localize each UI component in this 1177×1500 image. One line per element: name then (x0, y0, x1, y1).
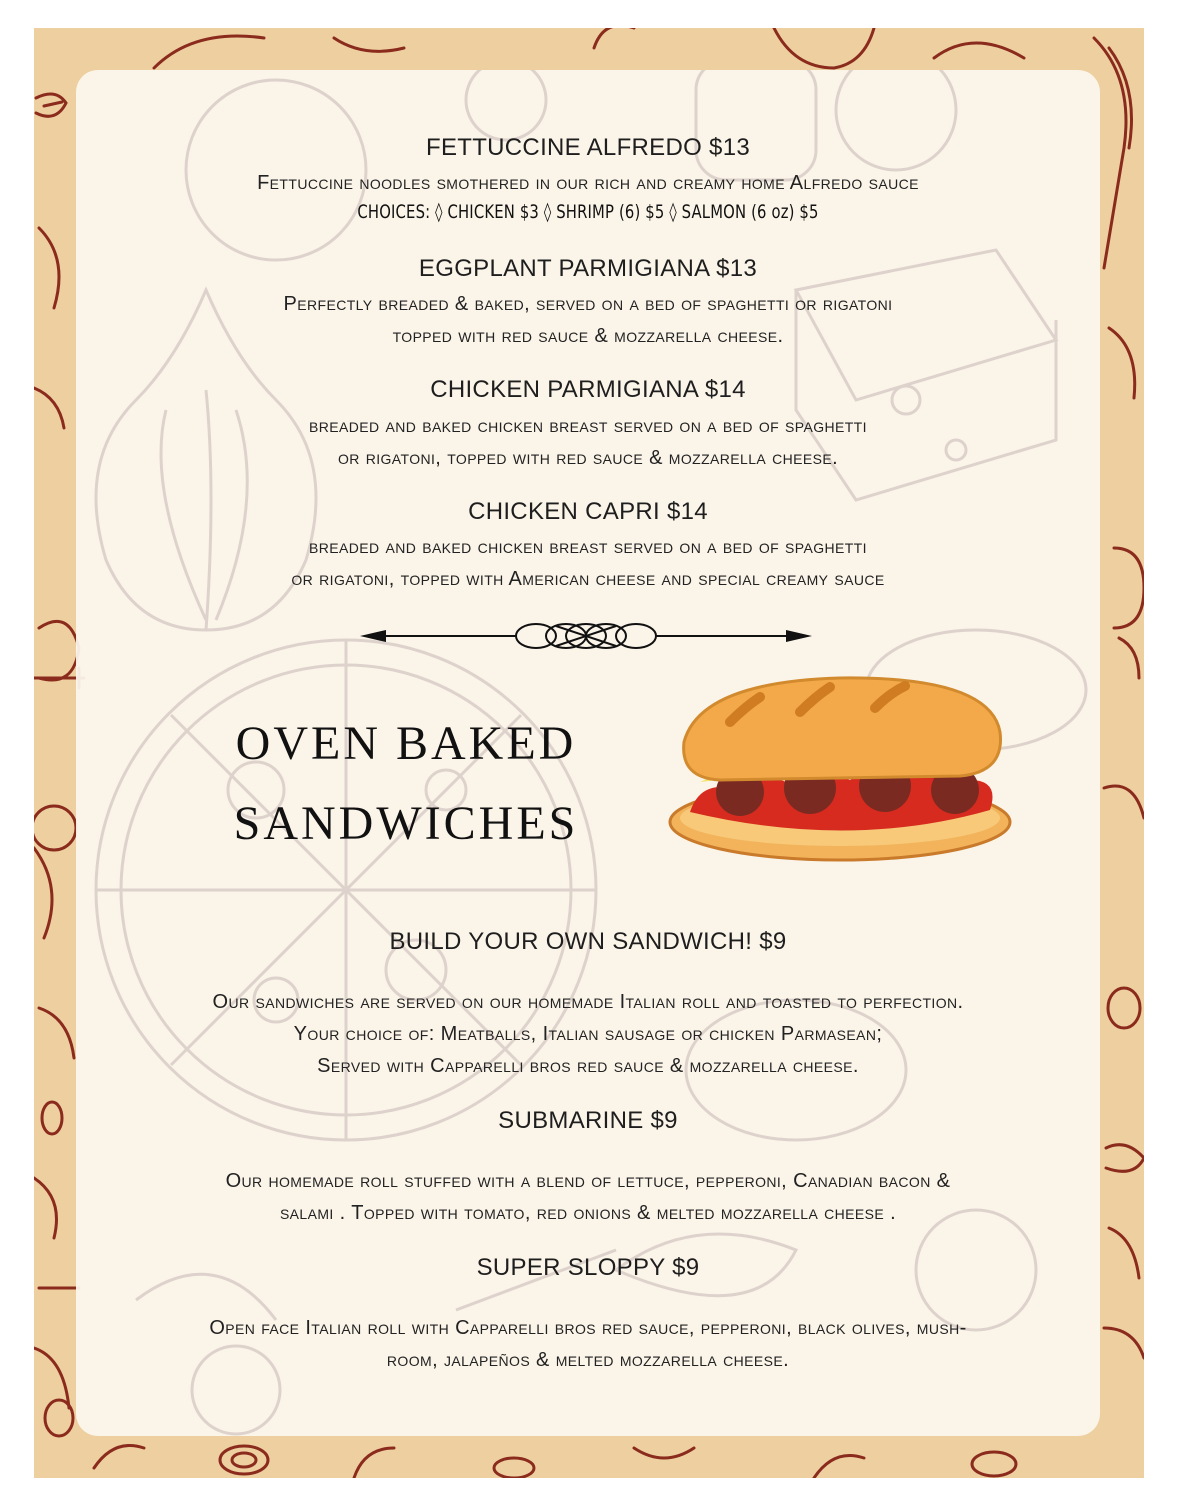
desc-line: Our sandwiches are served on our homemade Italian roll and toasted to perfection. (212, 991, 964, 1013)
item-title-chicken-parmigiana: CHICKEN PARMIGIANA $14 (430, 376, 746, 403)
item-choices-fettuccine: CHOICES: ◊ CHICKEN $3 ◊ SHRIMP (6) $5 ◊ SALMON (6 oz) $5 (357, 201, 819, 223)
item-desc-submarine (76, 1165, 1100, 1229)
item-desc-build-your-own (76, 986, 1100, 1082)
desc-line: Served with Capparelli bros red sauce & mozzarella cheese. (317, 1055, 859, 1077)
item-desc-super-sloppy (76, 1312, 1100, 1376)
item-title-super-sloppy: SUPER SLOPPY $9 (476, 1254, 700, 1281)
section-heading-line-2: SANDWICHES (233, 797, 579, 850)
desc-line: or rigatoni, topped with American cheese and special creamy sauce (291, 568, 885, 590)
desc-line: Fettuccine noodles smothered in our rich and creamy home Alfredo sauce (257, 172, 919, 194)
desc-line: topped with red sauce & mozzarella cheese. (392, 325, 784, 347)
item-title-eggplant: EGGPLANT PARMIGIANA $13 (418, 255, 758, 282)
item-title-submarine: SUBMARINE $9 (498, 1107, 678, 1134)
section-heading-line-1: OVEN BAKED (235, 717, 577, 770)
item-desc-fettuccine (76, 167, 1100, 199)
desc-line: Open face Italian roll with Capparelli bros red sauce, pepperoni, black olives, mush- (209, 1317, 967, 1339)
menu-content (76, 70, 1100, 1436)
desc-line: Your choice of: Meatballs, Italian sausage or chicken Parmasean; (293, 1023, 883, 1045)
desc-line: salami . Topped with tomato, red onions & melted mozzarella cheese . (279, 1202, 897, 1224)
desc-line: breaded and baked chicken breast served on a bed of spaghetti (309, 415, 867, 437)
item-desc-chicken-parmigiana (76, 410, 1100, 474)
menu-panel (76, 70, 1100, 1436)
item-title-chicken-capri: CHICKEN CAPRI $14 (468, 498, 708, 525)
item-desc-eggplant (76, 288, 1100, 352)
item-title-fettuccine: FETTUCCINE ALFREDO $13 (425, 134, 750, 161)
desc-line: or rigatoni, topped with red sauce & mozzarella cheese. (337, 447, 839, 469)
desc-line: Our homemade roll stuffed with a blend of lettuce, pepperoni, Canadian bacon & (225, 1170, 951, 1192)
desc-line: breaded and baked chicken breast served on a bed of spaghetti (309, 536, 867, 558)
desc-line: room, jalapeños & melted mozzarella cheese. (386, 1349, 790, 1371)
sandwich-illustration (660, 672, 1020, 872)
item-desc-chicken-capri (76, 531, 1100, 595)
ornamental-divider (356, 618, 816, 654)
item-title-build-your-own: BUILD YOUR OWN SANDWICH! $9 (389, 928, 787, 955)
desc-line: Perfectly breaded & baked, served on a bed of spaghetti or rigatoni (283, 293, 893, 315)
